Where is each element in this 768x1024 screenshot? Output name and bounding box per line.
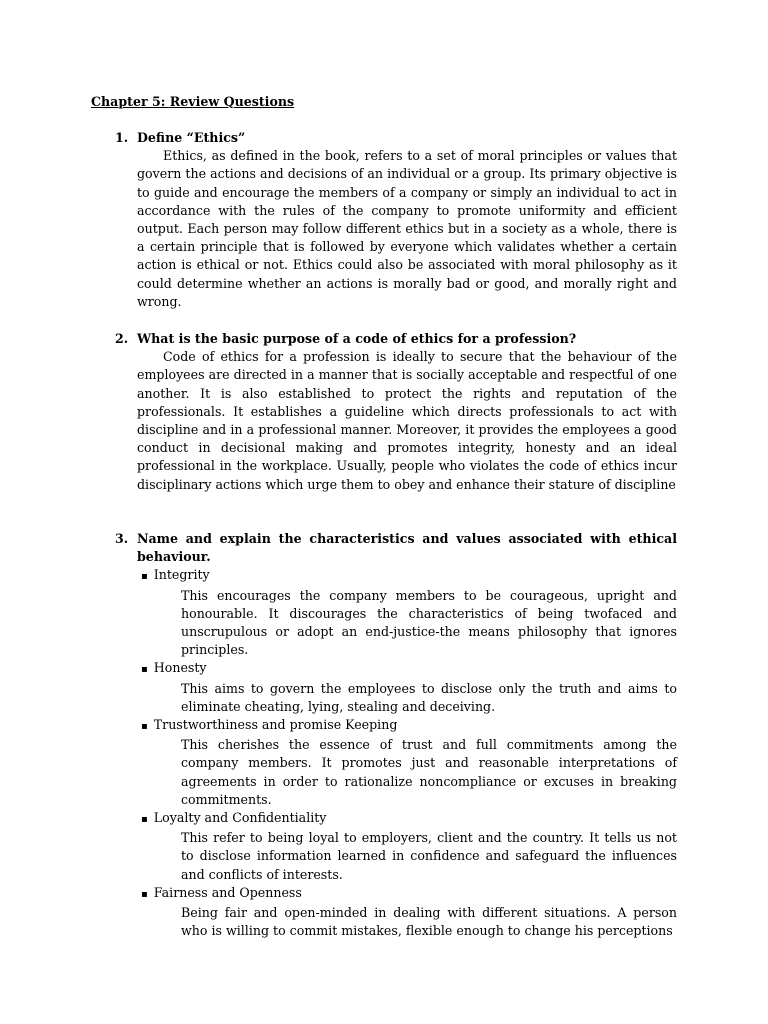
value-name: ▪ Loyalty and Confidentiality bbox=[141, 809, 677, 829]
list-item bbox=[141, 809, 677, 884]
list-item bbox=[141, 566, 677, 659]
value-description: This encourages the company members to be courageous, upright and honourable. It discourages the characteristics of being twofaced and unscrupulous or adopt an end-justice-the means philosophy that ignores principles. bbox=[181, 587, 677, 658]
value-description: This aims to govern the employees to disclose only the truth and aims to eliminate cheating, lying, stealing and deceiving. bbox=[181, 680, 677, 714]
question-title: Name and explain the characteristics and values associated with ethical behaviour. bbox=[137, 531, 677, 565]
list-item bbox=[141, 659, 677, 716]
question-heading bbox=[91, 530, 677, 566]
question-title: Define “Ethics” bbox=[137, 130, 246, 145]
value-description: This refer to being loyal to employers, client and the country. It tells us not to disclose information learned in confidence and safeguard the influences and conflicts of interests. bbox=[181, 830, 677, 882]
question-number: 2. bbox=[115, 331, 129, 346]
question-title: What is the basic purpose of a code of ethics for a profession? bbox=[137, 331, 577, 346]
question-3 bbox=[91, 530, 677, 940]
list-item bbox=[141, 716, 677, 809]
chapter-title: Chapter 5: Review Questions bbox=[91, 94, 295, 109]
question-heading bbox=[91, 330, 677, 348]
question-heading bbox=[91, 129, 677, 147]
value-description: This cherishes the essence of trust and full commitments among the company members. It promotes just and reasonable interpretations of agreements in order to rationalize noncompliance or excuses in breaking commitments. bbox=[181, 737, 677, 807]
value-description: Being fair and open-minded in dealing with different situations. A person who is willing to commit mistakes, flexible enough to change his perceptions bbox=[181, 905, 677, 939]
value-name: ▪ Fairness and Openness bbox=[141, 884, 677, 904]
value-name: ▪ Honesty bbox=[141, 659, 677, 679]
value-name: ▪ Trustworthiness and promise Keeping bbox=[141, 716, 677, 736]
answer-paragraph: Code of ethics for a profession is ideally to secure that the behaviour of the employees are directed in a manner that is socially acceptable and respectful of one another. It is also established to protect the rights and reputation of the professionals. It establishes a guideline which directs professionals to act with discipline and in a professional manner. Moreover, it provides the employees a good conduct in decisional making and promotes integrity, honesty and an ideal professional in the workplace. Usually, people who violates the code of ethics incur disciplinary actions which urge them to obey and enhance their stature of discipline bbox=[137, 349, 677, 492]
value-name: ▪ Integrity bbox=[141, 566, 677, 586]
question-number: 1. bbox=[115, 130, 129, 145]
question-1 bbox=[91, 129, 677, 311]
question-2 bbox=[91, 330, 677, 494]
answer-paragraph: Ethics, as defined in the book, refers to a set of moral principles or values that govern the actions and decisions of an individual or a group. Its primary objective is to guide and encourage the members of a company or simply an individual to act in accordance with the rules of the company to promote uniformity and efficient output. Each person may follow different ethics but in a society as a whole, there is a certain principle that is followed by everyone which validates whether a certain action is ethical or not. Ethics could also be associated with moral philosophy as it could determine whether an actions is morally bad or good, and morally right and wrong. bbox=[137, 148, 677, 309]
question-number: 3. bbox=[115, 531, 129, 546]
list-item bbox=[141, 884, 677, 941]
values-list bbox=[91, 566, 677, 940]
